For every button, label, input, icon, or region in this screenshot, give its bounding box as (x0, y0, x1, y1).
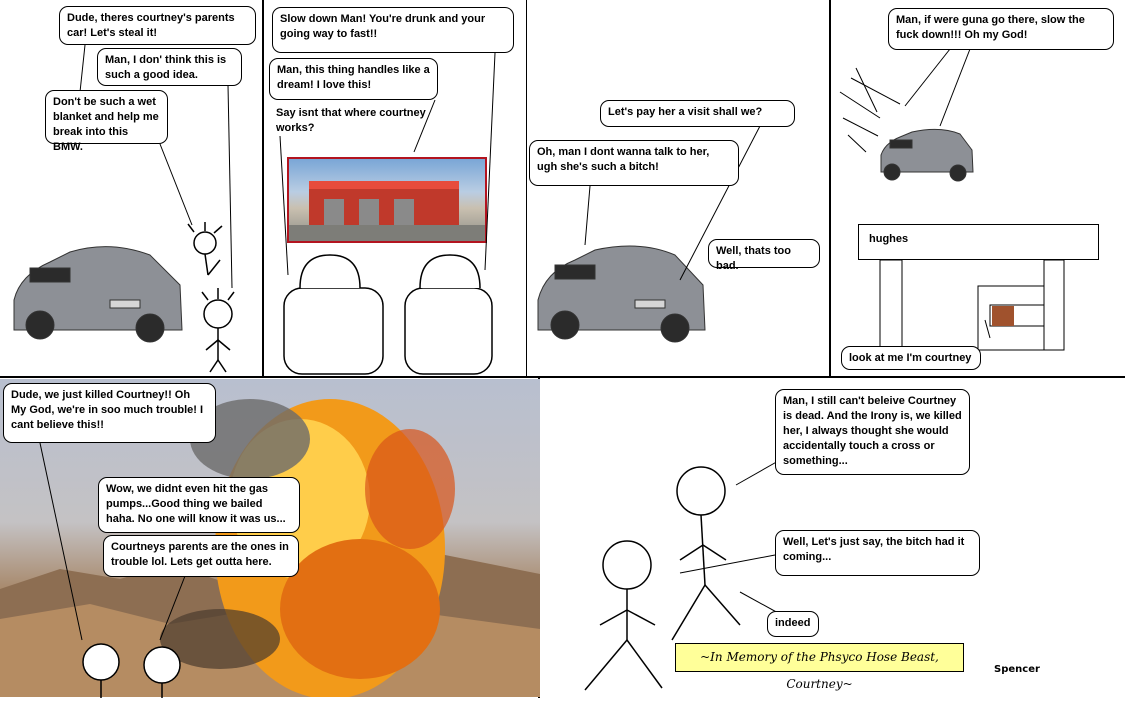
bmw-car-panel1 (14, 247, 182, 342)
panel5-bubble-c: Courtneys parents are the ones in trouble lol. Lets get outta here. (103, 535, 299, 577)
panel5-bubble-a: Dude, we just killed Courtney!! Oh My God, we're in soo much trouble! I cant believe this!! (3, 383, 216, 443)
panel3-bubble-b: Oh, man I dont wanna talk to her, ugh she's such a bitch! (529, 140, 739, 186)
panel6-bubble-b: Well, Let's just say, the bitch had it coming... (775, 530, 980, 576)
panel5-bubble-b: Wow, we didnt even hit the gas pumps...Good thing we bailed haha. No one will know it was us... (98, 477, 300, 533)
panel2-bubble-c: Say isnt that where courtney works? (276, 107, 426, 134)
motion-lines (840, 68, 900, 152)
panel6-figure-right (672, 467, 740, 640)
panel4-bubble-a: Man, if were guna go there, slow the fuck down!!! Oh my God! (888, 8, 1114, 50)
memorial-caption: ~In Memory of the Phsyco Hose Beast, Courtney~ (675, 643, 964, 672)
bmw-car-panel4 (881, 129, 973, 181)
bmw-car-panel3 (538, 246, 705, 342)
artist-signature: Spencer (994, 664, 1040, 675)
panel1-bubble-b: Man, I don' think this is such a good idea. (97, 48, 242, 86)
panel6-figure-left (585, 541, 662, 690)
panel5-heads (83, 644, 180, 698)
store-booth (880, 260, 1064, 350)
panel6-bubble-a: Man, I still can't beleive Courtney is dead. And the Irony is, we killed her, I always thought she would accidentally touch a cross or something... (775, 389, 970, 475)
seats (284, 255, 492, 374)
store-sign: hughes (858, 224, 1099, 260)
panel2-bubble-b: Man, this thing handles like a dream! I love this! (269, 58, 438, 100)
panel4-bubble-b: look at me I'm courtney (841, 346, 981, 370)
panel2-bubble-a: Slow down Man! You're drunk and your going way to fast!! (272, 7, 514, 53)
panel1-bubble-a: Dude, theres courtney's parents car! Let's steal it! (59, 6, 256, 45)
panel1-bubble-c: Don't be such a wet blanket and help me break into this BMW. (45, 90, 168, 144)
panel3-bubble-a: Let's pay her a visit shall we? (600, 100, 795, 127)
stick-figure-b (202, 288, 234, 372)
panel3-bubble-c: Well, thats too bad. (708, 239, 820, 268)
panel6-bubble-c: indeed (767, 611, 819, 637)
courtney-photo (992, 306, 1014, 326)
stick-figure-a (188, 222, 222, 275)
